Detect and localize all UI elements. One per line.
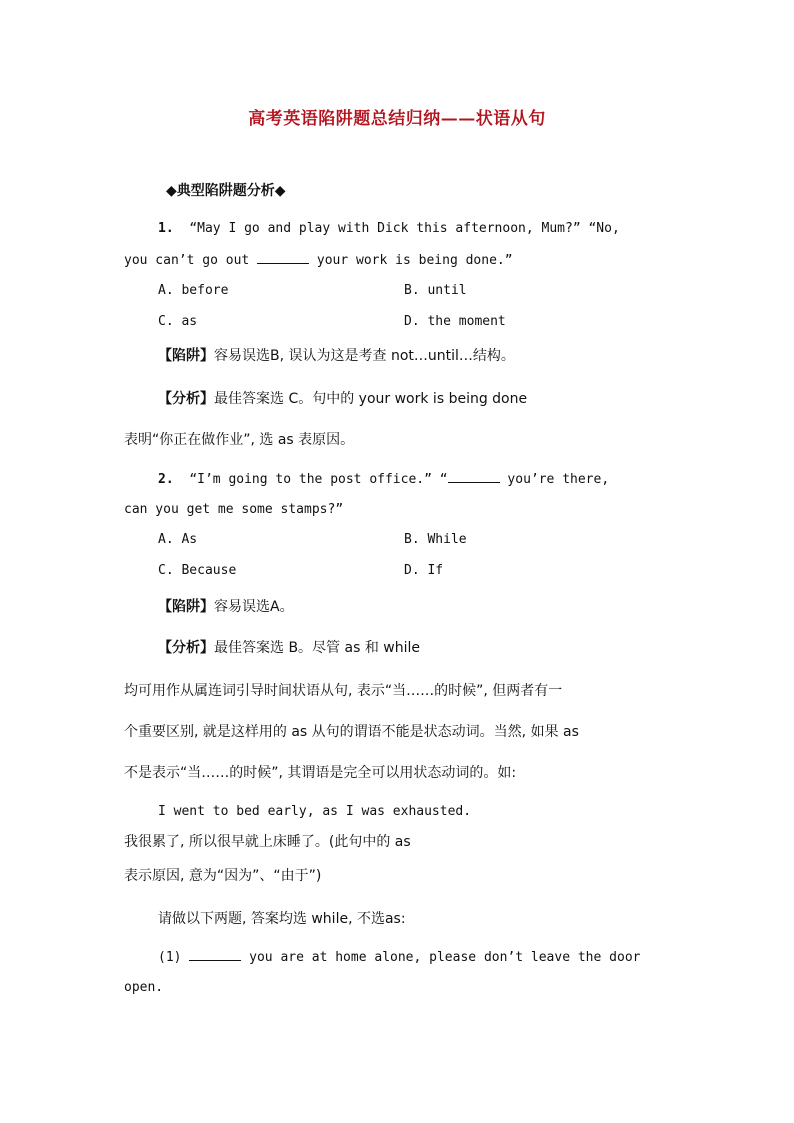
q1-analysis-label: 【分析】 (158, 391, 214, 407)
q1-number: 1. (158, 221, 174, 236)
q2-option-d: D. If (404, 563, 444, 578)
q2-number: 2. (158, 472, 174, 487)
q1-trap (158, 347, 515, 365)
q1-trap-text: 容易误选B, 误认为这是考查 not…until…结构。 (214, 348, 515, 364)
example-translation-line2: 表示原因, 意为“因为”、“由于”) (124, 868, 322, 884)
q1-stem-line2-b: your work is being done.” (309, 253, 513, 268)
q1-stem-line2-a: you can’t go out (124, 253, 258, 268)
q2-line2: can you get me some stamps?” (124, 502, 344, 517)
q1-option-a: A. before (158, 283, 229, 298)
q2-trap (158, 598, 294, 616)
q2-analysis-label: 【分析】 (158, 640, 214, 656)
q1-line2 (124, 251, 513, 270)
practice-item1-text: you are at home alone, please don’t leave the door (241, 950, 641, 965)
practice-item1-number: (1) (158, 950, 190, 965)
q1-option-d: D. the moment (404, 314, 506, 329)
practice-intro: 请做以下两题, 答案均选 while, 不选as: (158, 911, 406, 927)
q1-answer-blank (257, 251, 309, 264)
document-title: 高考英语陷阱题总结归纳——状语从句 (248, 109, 546, 129)
q2-paragraph-line2: 个重要区别, 就是这样用的 as 从句的谓语不能是状态动词。当然, 如果 as (124, 724, 579, 740)
q2-analysis (158, 639, 420, 657)
q2-stem-line1-b: you’re there, (499, 472, 610, 487)
q1-option-b: B. until (404, 283, 467, 298)
q2-option-b: B. While (404, 532, 467, 547)
q2-paragraph-line3: 不是表示“当……的时候”, 其谓语是完全可以用状态动词的。如: (124, 765, 517, 781)
q1-stem-line1: “May I go and play with Dick this afternoon, Mum?” “No, (189, 221, 620, 236)
q1-option-c: C. as (158, 314, 198, 329)
q2-trap-label: 【陷阱】 (158, 599, 214, 615)
example-translation-line1: 我很累了, 所以很早就上床睡了。(此句中的 as (124, 834, 411, 850)
q1-trap-label: 【陷阱】 (158, 348, 214, 364)
q2-line1 (158, 470, 609, 489)
q1-line1 (158, 220, 620, 238)
q1-analysis-line2: 表明“你正在做作业”, 选 as 表原因。 (124, 432, 355, 448)
practice-item1-blank (189, 948, 241, 961)
q2-answer-blank (448, 470, 500, 483)
q2-paragraph-line1: 均可用作从属连词引导时间状语从句, 表示“当……的时候”, 但两者有一 (124, 683, 563, 699)
example-sentence-en: I went to bed early, as I was exhausted. (158, 804, 472, 819)
q1-analysis-text: 最佳答案选 C。句中的 your work is being done (214, 391, 528, 407)
q2-option-c: C. Because (158, 563, 237, 578)
practice-item1-continuation: open. (124, 980, 164, 995)
q2-stem-line1-a: “I’m going to the post office.” “ (189, 472, 448, 487)
q2-analysis-text: 最佳答案选 B。尽管 as 和 while (214, 640, 420, 656)
section-heading: ◆典型陷阱题分析◆ (166, 183, 286, 199)
practice-item1 (158, 948, 640, 967)
q1-analysis (158, 390, 527, 408)
q2-option-a: A. As (158, 532, 198, 547)
q2-trap-text: 容易误选A。 (214, 599, 294, 615)
